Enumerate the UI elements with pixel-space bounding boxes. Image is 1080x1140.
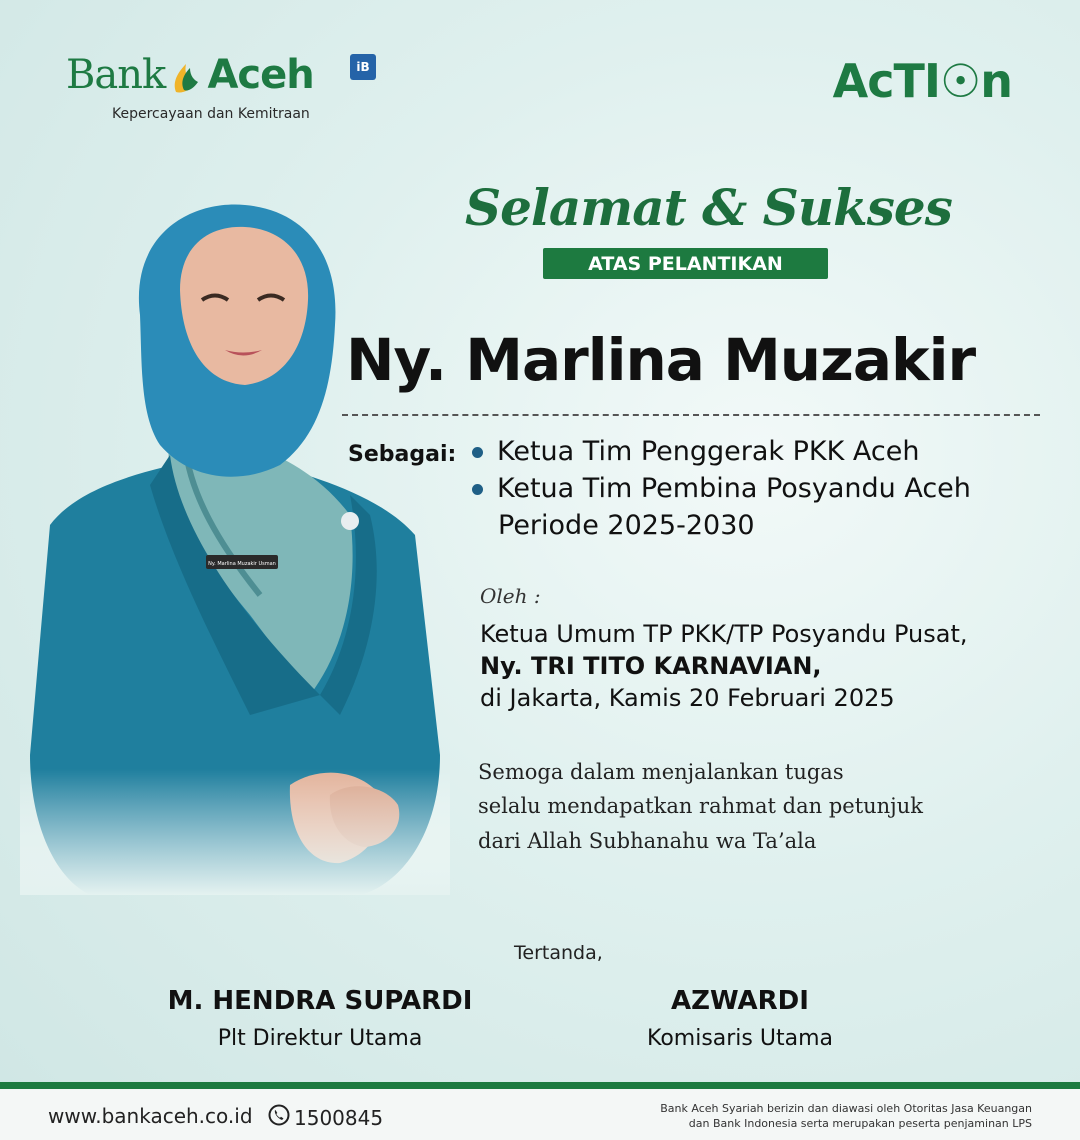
role-period: Periode 2025-2030 xyxy=(498,510,755,541)
footer-green-bar xyxy=(0,1082,1080,1089)
phone-contact[interactable] xyxy=(268,1104,383,1131)
role-item xyxy=(472,436,919,467)
inaugurator-position: Ketua Umum TP PKK/TP Posyandu Pusat, xyxy=(480,620,968,648)
signed-label: Tertanda, xyxy=(514,942,603,964)
website-link[interactable]: www.bankaceh.co.id xyxy=(48,1104,253,1128)
prayer-line: Semoga dalam menjalankan tugas xyxy=(478,760,844,784)
prayer-line: selalu mendapatkan rahmat dan petunjuk xyxy=(478,794,923,818)
signer-name: AZWARDI xyxy=(671,986,809,1016)
prayer-line: dari Allah Subhanahu wa Ta’ala xyxy=(478,829,817,853)
portrait-illustration xyxy=(20,195,450,895)
dashed-divider xyxy=(342,414,1040,416)
role-text: Ketua Tim Penggerak PKK Aceh xyxy=(497,436,920,467)
regulatory-disclaimer xyxy=(602,1101,1032,1131)
congratulations-title: Selamat & Sukses xyxy=(465,178,952,237)
roles-label: Sebagai: xyxy=(348,442,457,467)
inauguration-place-date: di Jakarta, Kamis 20 Februari 2025 xyxy=(480,684,895,712)
bullet-icon xyxy=(472,484,483,495)
bank-tagline: Kepercayaan dan Kemitraan xyxy=(112,106,310,122)
phone-icon xyxy=(268,1104,290,1131)
disclaimer-line: dan Bank Indonesia serta merupakan peserta penjaminan LPS xyxy=(688,1117,1032,1130)
aceh-word: Aceh xyxy=(207,52,314,98)
role-item xyxy=(472,473,971,504)
bullet-icon xyxy=(472,447,483,458)
role-text: Ketua Tim Pembina Posyandu Aceh xyxy=(497,473,971,504)
disclaimer-line: Bank Aceh Syariah berizin dan diawasi oleh Otoritas Jasa Keuangan xyxy=(660,1102,1032,1115)
signer-name: M. HENDRA SUPARDI xyxy=(167,986,473,1016)
signer-title: Komisaris Utama xyxy=(646,1026,833,1051)
oleh-label: Oleh : xyxy=(480,584,541,608)
bank-logo-emblem-icon xyxy=(170,54,202,94)
signer-title: Plt Direktur Utama xyxy=(217,1026,423,1051)
inauguration-banner: ATAS PELANTIKAN xyxy=(543,248,828,279)
action-logo: AcTI☉n xyxy=(832,54,1012,108)
phone-number: 1500845 xyxy=(294,1105,384,1130)
bank-word: Bank xyxy=(66,52,166,98)
inaugurator-name: Ny. TRI TITO KARNAVIAN, xyxy=(480,652,822,680)
honoree-name: Ny. Marlina Muzakir xyxy=(346,326,976,394)
ib-badge: iB xyxy=(350,54,376,80)
